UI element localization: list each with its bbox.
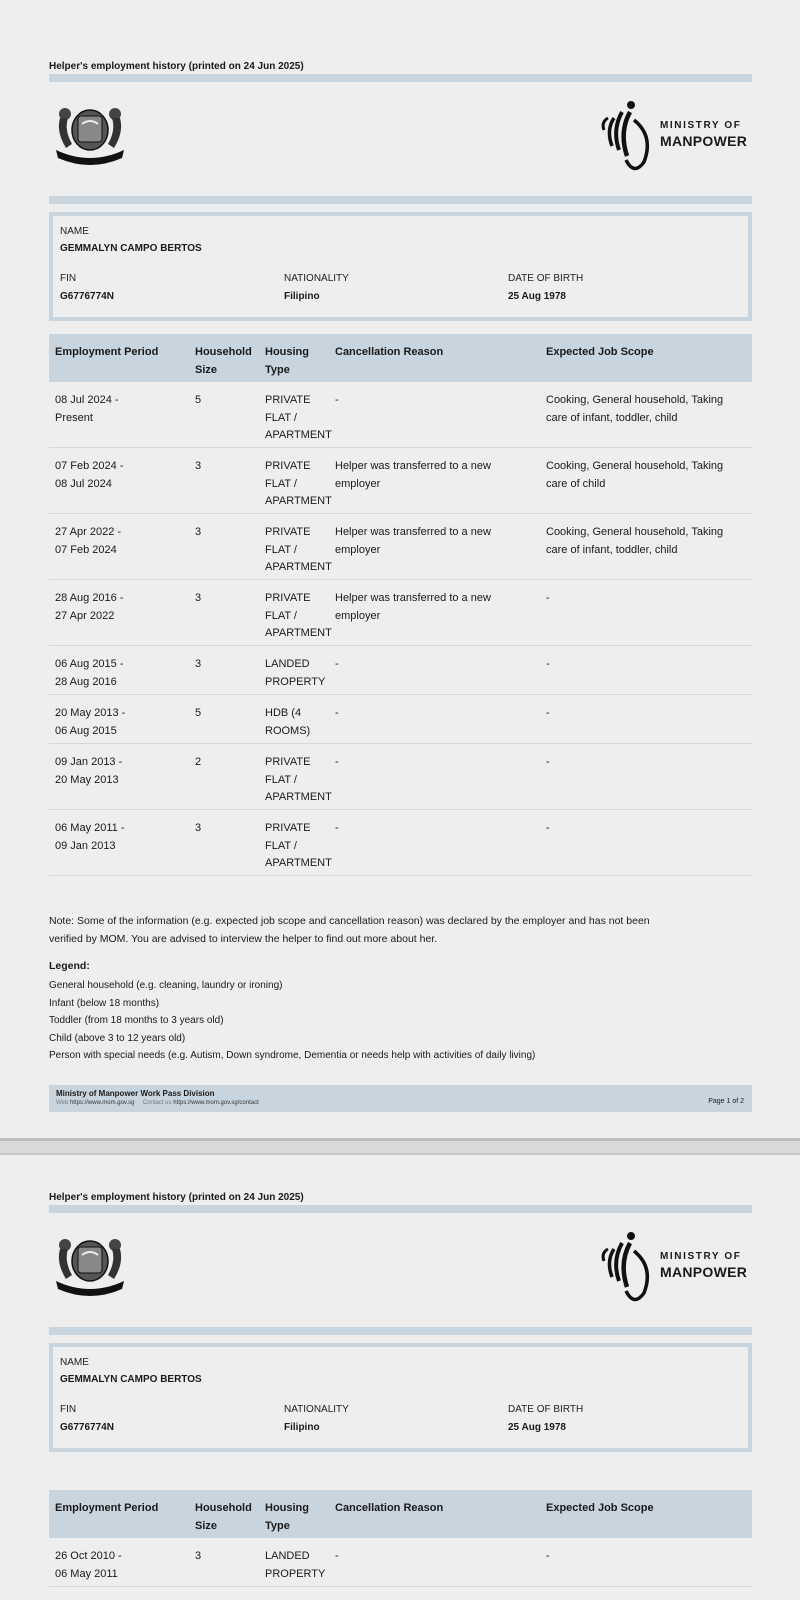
header-household-size-line1: Household	[195, 346, 252, 358]
cancellation-reason-cell-line: employer	[335, 477, 381, 490]
legend-item: Person with special needs (e.g. Autism, Down syndrome, Dementia or needs help with activities of daily living)	[49, 1050, 536, 1061]
household-size-cell-line: 3	[195, 526, 202, 538]
legend-list	[49, 977, 535, 1065]
household-size-cell-line: 5	[195, 707, 202, 719]
housing-type-cell-line: FLAT /	[265, 543, 297, 556]
employment-table	[49, 334, 752, 876]
document-page-2	[0, 1155, 800, 1600]
helper-info-box	[49, 1343, 752, 1452]
table-header	[49, 334, 752, 382]
logo-text-manpower: MANPOWER	[660, 133, 748, 149]
dob-label: DATE OF BIRTH	[508, 1404, 584, 1415]
document-title: Helper's employment history (printed on 24 Jun 2025)	[49, 1192, 304, 1203]
header-cancellation-reason: Cancellation Reason	[335, 346, 444, 358]
housing-type-cell	[265, 458, 341, 511]
job-scope-cell	[546, 754, 752, 772]
job-scope-cell-line: Cooking, General household, Taking	[546, 526, 724, 538]
household-size-cell	[195, 590, 255, 608]
housing-type-cell-line: PRIVATE	[265, 394, 311, 406]
housing-type-cell	[265, 392, 341, 445]
housing-type-cell-line: HDB (4	[265, 707, 302, 719]
employment-period-cell	[55, 656, 183, 691]
job-scope-cell-line: -	[546, 756, 550, 768]
footer-title: Ministry of Manpower Work Pass Division	[56, 1089, 215, 1098]
household-size-cell-line: 5	[195, 394, 202, 406]
job-scope-cell-line: Cooking, General household, Taking	[546, 394, 724, 406]
cancellation-reason-cell	[335, 392, 535, 410]
header-cancellation-reason: Cancellation Reason	[335, 1502, 444, 1514]
cancellation-reason-cell-line: -	[335, 658, 339, 670]
employment-period-cell-line: 08 Jul 2024 -	[55, 394, 119, 406]
fin-label: FIN	[60, 1404, 77, 1415]
housing-type-cell-line: APARTMENT	[265, 791, 332, 803]
legend-item: General household (e.g. cleaning, laundry or ironing)	[49, 980, 283, 991]
document-title: Helper's employment history (printed on 24 Jun 2025)	[49, 61, 304, 72]
legend-title: Legend:	[49, 960, 90, 972]
nationality-label: NATIONALITY	[284, 273, 349, 284]
employment-period-cell-line: 09 Jan 2013 -	[55, 756, 123, 768]
nationality-value: Filipino	[284, 1422, 320, 1433]
household-size-cell-line: 2	[195, 756, 202, 768]
footer-contact-link[interactable]: https://www.mom.gov.sg/contact	[173, 1100, 259, 1106]
job-scope-cell	[546, 1548, 752, 1566]
housing-type-cell-line: APARTMENT	[265, 627, 332, 639]
header-housing-type-line1: Housing	[265, 346, 309, 358]
header-bar	[49, 74, 752, 82]
cancellation-reason-cell-line: Helper was transferred to a new	[335, 460, 491, 472]
cancellation-reason-cell-line: -	[335, 707, 339, 719]
employment-period-cell	[55, 754, 183, 789]
table-row	[49, 646, 752, 695]
header-expected-job-scope: Expected Job Scope	[546, 1502, 654, 1514]
cancellation-reason-cell	[335, 524, 535, 559]
job-scope-cell	[546, 392, 752, 427]
housing-type-cell-line: PROPERTY	[265, 1567, 326, 1580]
housing-type-cell	[265, 590, 341, 643]
employment-period-cell-line: 28 Aug 2016 -	[55, 592, 124, 604]
household-size-cell	[195, 820, 255, 838]
housing-type-cell-line: LANDED	[265, 1550, 310, 1562]
employment-period-cell-line: 27 Apr 2022	[55, 609, 115, 622]
employment-period-cell	[55, 392, 183, 427]
household-size-cell-line: 3	[195, 822, 202, 834]
housing-type-cell	[265, 705, 341, 740]
housing-type-cell-line: LANDED	[265, 658, 310, 670]
employment-period-cell	[55, 705, 183, 740]
legend-item: Child (above 3 to 12 years old)	[49, 1032, 186, 1044]
header-employment-period: Employment Period	[55, 1502, 159, 1514]
employment-period-cell-line: Present	[55, 411, 93, 424]
logo-text-ministry-of: MINISTRY OF	[660, 120, 742, 131]
table-row	[49, 580, 752, 646]
household-size-cell	[195, 458, 255, 476]
housing-type-cell-line: FLAT /	[265, 411, 297, 424]
note-line-2: verified by MOM. You are advised to interview the helper to find out more about her.	[49, 932, 438, 945]
legend-item: Toddler (from 18 months to 3 years old)	[49, 1015, 224, 1026]
helper-info-box	[49, 212, 752, 321]
employment-period-cell	[55, 524, 183, 559]
table-row	[49, 1538, 752, 1587]
housing-type-cell-line: APARTMENT	[265, 857, 332, 869]
job-scope-cell	[546, 656, 752, 674]
header-housing-type-line2: Type	[265, 1520, 290, 1532]
page-separator	[0, 1138, 800, 1155]
cancellation-reason-cell-line: Helper was transferred to a new	[335, 592, 491, 604]
table-header	[49, 1490, 752, 1538]
housing-type-cell	[265, 820, 341, 873]
cancellation-reason-cell	[335, 458, 535, 493]
housing-type-cell-line: PRIVATE	[265, 460, 311, 472]
singapore-crest-icon	[52, 100, 128, 170]
housing-type-cell-line: FLAT /	[265, 477, 297, 490]
employment-period-cell-line: 27 Apr 2022 -	[55, 526, 122, 538]
job-scope-cell-line: care of infant, toddler, child	[546, 543, 678, 556]
nationality-value: Filipino	[284, 291, 320, 302]
cancellation-reason-cell-line: -	[335, 1550, 339, 1562]
divider-bar	[49, 196, 752, 204]
header-expected-job-scope: Expected Job Scope	[546, 346, 654, 358]
employment-period-cell-line: 06 May 2011	[55, 1567, 118, 1580]
page-number: Page 1 of 2	[708, 1098, 744, 1105]
job-scope-cell	[546, 524, 752, 559]
table-row	[49, 810, 752, 876]
employment-period-cell-line: 20 May 2013 -	[55, 707, 126, 719]
note-line-1: Note: Some of the information (e.g. expected job scope and cancellation reason) was declared by the employer and has not been	[49, 915, 650, 927]
fin-value: G6776774N	[60, 1422, 114, 1433]
cancellation-reason-cell	[335, 590, 535, 625]
singapore-crest-icon	[52, 1231, 128, 1301]
job-scope-cell-line: -	[546, 707, 550, 719]
logo-text-ministry-of: MINISTRY OF	[660, 1251, 742, 1262]
employment-period-cell-line: 26 Oct 2010 -	[55, 1550, 122, 1562]
employment-period-cell-line: 08 Jul 2024	[55, 477, 112, 490]
header-household-size-line2: Size	[195, 364, 218, 376]
housing-type-cell-line: ROOMS)	[265, 724, 311, 737]
cancellation-reason-cell	[335, 1548, 535, 1566]
footer-web-link[interactable]: https://www.mom.gov.sg	[69, 1100, 135, 1106]
housing-type-cell-line: PRIVATE	[265, 526, 311, 538]
table-row	[49, 514, 752, 580]
employment-period-cell	[55, 590, 183, 625]
header-bar	[49, 1205, 752, 1213]
housing-type-cell-line: PRIVATE	[265, 822, 311, 834]
logo-text-manpower: MANPOWER	[660, 1264, 748, 1280]
name-label: NAME	[60, 226, 89, 237]
footer-web-label: Web	[56, 1100, 69, 1106]
employment-period-cell-line: 06 Aug 2015 -	[55, 658, 124, 670]
header-household-size-line2: Size	[195, 1520, 218, 1532]
household-size-cell	[195, 1548, 255, 1566]
divider-bar	[49, 1327, 752, 1335]
housing-type-cell-line: PRIVATE	[265, 592, 311, 604]
page-footer	[49, 1085, 752, 1112]
household-size-cell-line: 3	[195, 658, 202, 670]
job-scope-cell-line: care of infant, toddler, child	[546, 411, 678, 424]
housing-type-cell	[265, 656, 341, 691]
employment-period-cell	[55, 458, 183, 493]
fin-value: G6776774N	[60, 291, 114, 302]
table-body	[49, 1538, 752, 1587]
mom-logo	[598, 100, 758, 176]
header-housing-type-line2: Type	[265, 364, 290, 376]
cancellation-reason-cell	[335, 656, 535, 674]
mom-logo	[598, 1231, 758, 1307]
dob-value: 25 Aug 1978	[508, 1422, 566, 1433]
job-scope-cell-line: -	[546, 1550, 550, 1562]
housing-type-cell-line: APARTMENT	[265, 429, 332, 441]
household-size-cell	[195, 524, 255, 542]
household-size-cell-line: 3	[195, 1550, 202, 1562]
job-scope-cell	[546, 705, 752, 723]
footer-contact-label: Contact us	[142, 1100, 172, 1106]
housing-type-cell-line: PRIVATE	[265, 756, 311, 768]
header-housing-type-line1: Housing	[265, 1502, 309, 1514]
header-household-size	[195, 343, 255, 379]
cancellation-reason-cell-line: Helper was transferred to a new	[335, 526, 491, 538]
header-household-size-line1: Household	[195, 1502, 252, 1514]
table-row	[49, 382, 752, 448]
employment-period-cell-line: 06 May 2011 -	[55, 822, 125, 834]
employment-period-cell-line: 28 Aug 2016	[55, 675, 117, 688]
name-label: NAME	[60, 1357, 89, 1368]
housing-type-cell	[265, 1548, 341, 1583]
header-housing-type	[265, 1499, 341, 1535]
fin-label: FIN	[60, 273, 77, 284]
dob-label: DATE OF BIRTH	[508, 273, 584, 284]
mom-logo-mark-icon	[598, 100, 658, 176]
cancellation-reason-cell-line: employer	[335, 609, 381, 622]
cancellation-reason-cell-line: employer	[335, 543, 381, 556]
cancellation-reason-cell-line: -	[335, 394, 339, 406]
cancellation-reason-cell	[335, 705, 535, 723]
housing-type-cell-line: APARTMENT	[265, 561, 332, 573]
housing-type-cell-line: FLAT /	[265, 839, 297, 852]
employment-period-cell	[55, 1548, 183, 1583]
housing-type-cell	[265, 524, 341, 577]
mom-logo-mark-icon	[598, 1231, 658, 1307]
disclaimer-note	[49, 913, 759, 948]
employment-period-cell	[55, 820, 183, 855]
header-employment-period: Employment Period	[55, 346, 159, 358]
housing-type-cell-line: FLAT /	[265, 773, 297, 786]
table-row	[49, 744, 752, 810]
cancellation-reason-cell-line: -	[335, 822, 339, 834]
employment-period-cell-line: 06 Aug 2015	[55, 724, 117, 737]
nationality-label: NATIONALITY	[284, 1404, 349, 1415]
job-scope-cell-line: Cooking, General household, Taking	[546, 460, 724, 472]
job-scope-cell-line: -	[546, 822, 550, 834]
cancellation-reason-cell	[335, 820, 535, 838]
job-scope-cell-line: -	[546, 592, 550, 604]
job-scope-cell	[546, 590, 752, 608]
employment-period-cell-line: 09 Jan 2013	[55, 839, 116, 852]
dob-value: 25 Aug 1978	[508, 291, 566, 302]
employment-period-cell-line: 07 Feb 2024	[55, 543, 117, 556]
header-housing-type	[265, 343, 341, 379]
cancellation-reason-cell-line: -	[335, 756, 339, 768]
job-scope-cell-line: -	[546, 658, 550, 670]
household-size-cell	[195, 754, 255, 772]
household-size-cell-line: 3	[195, 592, 202, 604]
footer-links	[56, 1100, 259, 1106]
employment-period-cell-line: 07 Feb 2024 -	[55, 460, 124, 472]
cancellation-reason-cell	[335, 754, 535, 772]
household-size-cell-line: 3	[195, 460, 202, 472]
housing-type-cell-line: APARTMENT	[265, 495, 332, 507]
name-value: GEMMALYN CAMPO BERTOS	[60, 243, 202, 254]
job-scope-cell	[546, 458, 752, 493]
housing-type-cell	[265, 754, 341, 807]
household-size-cell	[195, 392, 255, 410]
header-household-size	[195, 1499, 255, 1535]
household-size-cell	[195, 705, 255, 723]
housing-type-cell-line: PROPERTY	[265, 675, 326, 688]
housing-type-cell-line: FLAT /	[265, 609, 297, 622]
name-value: GEMMALYN CAMPO BERTOS	[60, 1374, 202, 1385]
job-scope-cell-line: care of child	[546, 477, 606, 490]
job-scope-cell	[546, 820, 752, 838]
legend-item: Infant (below 18 months)	[49, 997, 160, 1009]
household-size-cell	[195, 656, 255, 674]
employment-period-cell-line: 20 May 2013	[55, 773, 119, 786]
table-body	[49, 382, 752, 876]
table-row	[49, 695, 752, 744]
employment-table	[49, 1490, 752, 1587]
table-row	[49, 448, 752, 514]
